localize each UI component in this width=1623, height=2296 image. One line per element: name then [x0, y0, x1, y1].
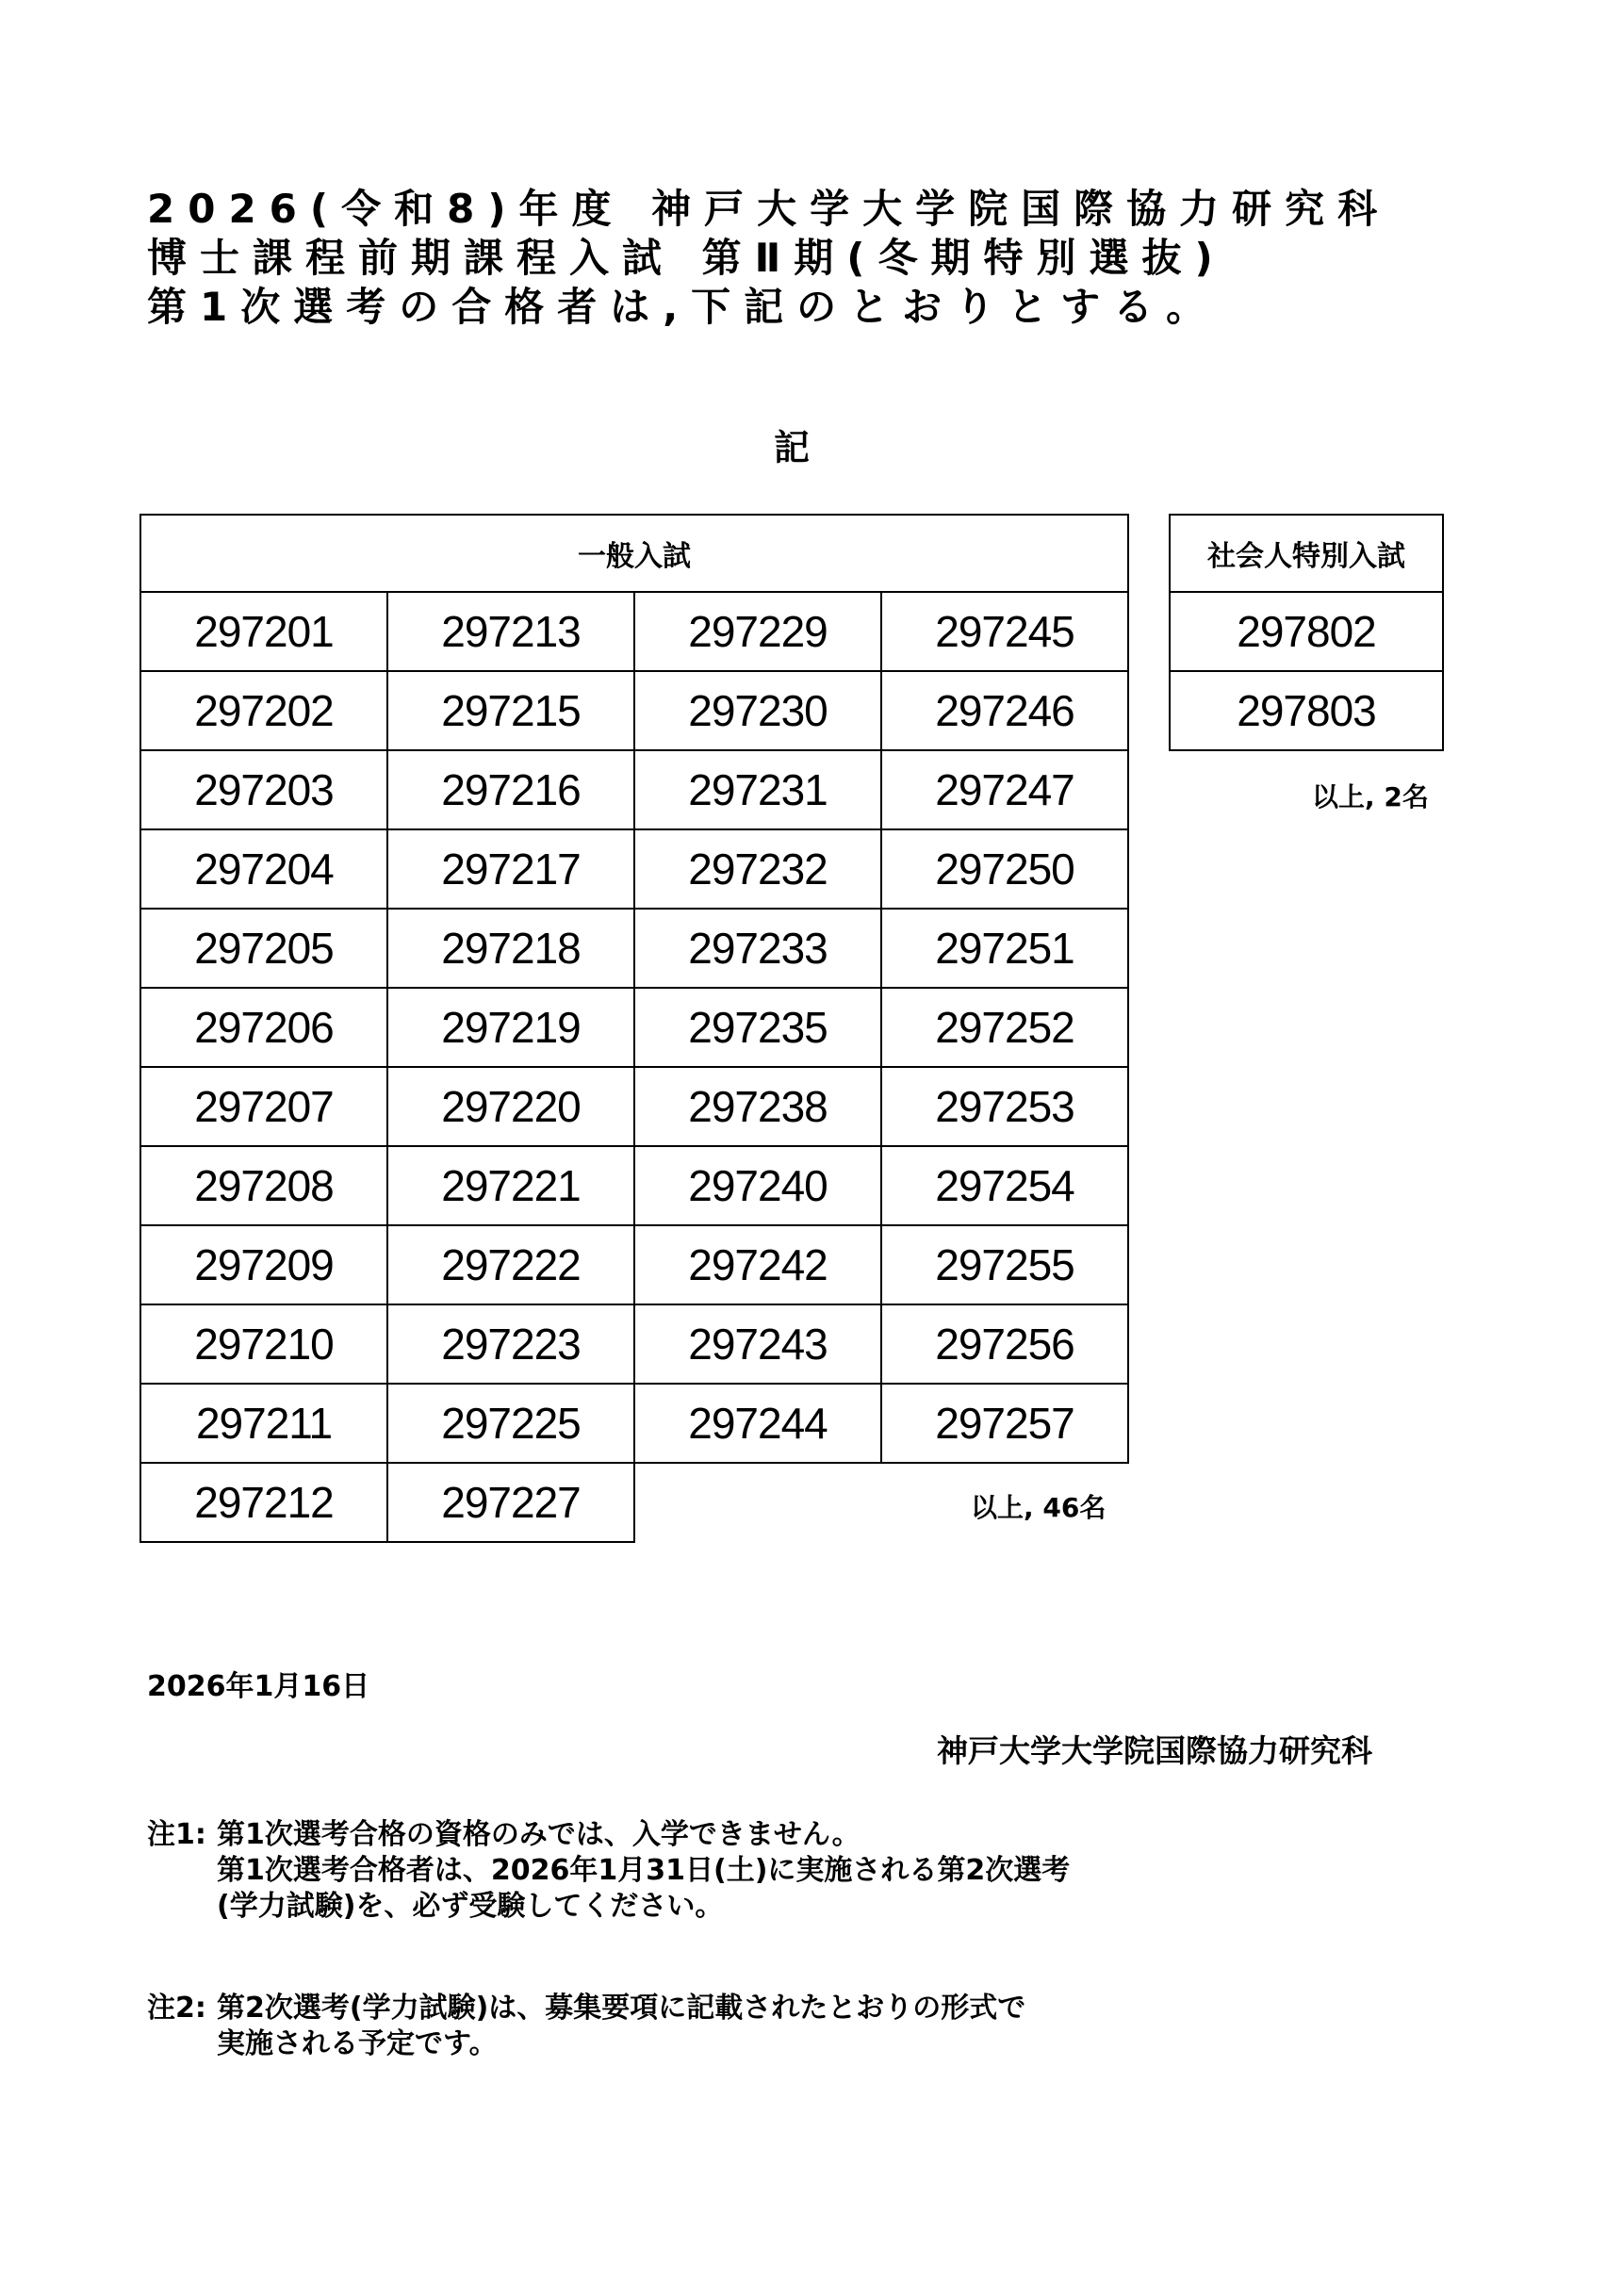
- note-2-line-2: 実施される予定です。: [217, 2027, 498, 2060]
- applicant-number-cell: 297232: [634, 829, 881, 909]
- applicant-number-cell: 297208: [140, 1146, 387, 1225]
- issuer-name: 神戸大学大学院国際協力研究科: [937, 1732, 1372, 1769]
- note-2-label: 注2:: [147, 1992, 206, 2025]
- table-row: [140, 750, 1128, 829]
- applicant-number-cell: 297221: [387, 1146, 634, 1225]
- applicant-number-cell: 297209: [140, 1225, 387, 1304]
- general-admission-header: 一般入試: [140, 515, 1128, 592]
- applicant-number-cell: 297235: [634, 988, 881, 1067]
- table-row: [1170, 671, 1443, 750]
- applicant-number-cell: 297218: [387, 909, 634, 988]
- note-2-line-1: 第2次選考(学力試験)は、募集要項に記載されたとおりの形式で: [217, 1992, 1026, 2025]
- general-count: 以上, 46名: [971, 1492, 1107, 1523]
- applicant-number-cell: 297211: [140, 1384, 387, 1463]
- applicant-number-cell: 297212: [140, 1463, 387, 1542]
- applicant-number-cell: 297202: [140, 671, 387, 750]
- applicant-number-cell: 297247: [881, 750, 1128, 829]
- heading-line-3: 第1次選考の合格者は,下記のとおりとする。: [147, 284, 1220, 330]
- applicant-number-cell: 297204: [140, 829, 387, 909]
- applicant-number-cell: 297203: [140, 750, 387, 829]
- table-row: [140, 829, 1128, 909]
- applicant-number-cell: 297240: [634, 1146, 881, 1225]
- table-row: [140, 909, 1128, 988]
- applicant-number-cell: 297206: [140, 988, 387, 1067]
- applicant-number-cell: 297233: [634, 909, 881, 988]
- applicant-number-cell: 297244: [634, 1384, 881, 1463]
- applicant-number-cell: 297210: [140, 1304, 387, 1384]
- applicant-number-cell: 297245: [881, 592, 1128, 671]
- table-row: [140, 592, 1128, 671]
- heading-line-1: 2026(令和8)年度 神戸大学大学院国際協力研究科: [147, 186, 1391, 232]
- applicant-number-cell: 297219: [387, 988, 634, 1067]
- applicant-number-cell: 297201: [140, 592, 387, 671]
- applicant-number-cell: 297803: [1170, 671, 1443, 750]
- applicant-number-cell: 297238: [634, 1067, 881, 1146]
- applicant-number-cell: 297255: [881, 1225, 1128, 1304]
- table-row: [140, 1304, 1128, 1384]
- working-adult-admission-table: [1169, 514, 1444, 751]
- applicant-number-cell: 297252: [881, 988, 1128, 1067]
- document-heading: [147, 185, 1448, 332]
- applicant-number-cell: 297253: [881, 1067, 1128, 1146]
- applicant-number-cell: 297230: [634, 671, 881, 750]
- applicant-number-cell: 297250: [881, 829, 1128, 909]
- table-row: [140, 1225, 1128, 1304]
- table-row: [140, 1384, 1128, 1463]
- applicant-number-cell: 297802: [1170, 592, 1443, 671]
- applicant-number-cell: 297243: [634, 1304, 881, 1384]
- working-adult-admission-header: 社会人特別入試: [1170, 515, 1443, 592]
- applicant-number-cell: 297213: [387, 592, 634, 671]
- general-admission-table: [139, 514, 1129, 1543]
- applicant-number-cell: 297227: [387, 1463, 634, 1542]
- note-1-line-3: (学力試験)を、必ず受験してください。: [217, 1890, 724, 1923]
- applicant-number-cell: 297225: [387, 1384, 634, 1463]
- ki-label: 記: [773, 427, 810, 468]
- applicant-number-cell: 297217: [387, 829, 634, 909]
- table-row: [140, 1146, 1128, 1225]
- table-row: [140, 671, 1128, 750]
- table-row: [1170, 592, 1443, 671]
- note-1-line-1: 第1次選考合格の資格のみでは、入学できません。: [217, 1818, 861, 1851]
- table-row: [140, 988, 1128, 1067]
- applicant-number-cell: 297256: [881, 1304, 1128, 1384]
- table-header-row: [140, 515, 1128, 592]
- applicant-number-cell: 297251: [881, 909, 1128, 988]
- applicant-number-cell: 297254: [881, 1146, 1128, 1225]
- note-1-label: 注1:: [147, 1818, 206, 1851]
- note-2: [147, 1991, 1025, 2062]
- applicant-number-cell: 297220: [387, 1067, 634, 1146]
- note-1: [147, 1817, 1070, 1925]
- table-row: [140, 1067, 1128, 1146]
- issue-date: 2026年1月16日: [147, 1670, 370, 1703]
- table-header-row: [1170, 515, 1443, 592]
- applicant-number-cell: 297242: [634, 1225, 881, 1304]
- applicant-number-cell: 297231: [634, 750, 881, 829]
- applicant-number-cell: 297222: [387, 1225, 634, 1304]
- heading-line-2: 博士課程前期課程入試 第Ⅱ期(冬期特別選抜): [147, 235, 1226, 281]
- applicant-number-cell: 297229: [634, 592, 881, 671]
- applicant-number-cell: 297207: [140, 1067, 387, 1146]
- applicant-number-cell: 297216: [387, 750, 634, 829]
- applicant-number-cell: 297257: [881, 1384, 1128, 1463]
- working-adult-count: 以上, 2名: [1312, 781, 1429, 812]
- note-1-line-2: 第1次選考合格者は、2026年1月31日(土)に実施される第2次選考: [217, 1854, 1071, 1887]
- applicant-number-cell: 297215: [387, 671, 634, 750]
- empty-cell: [634, 1463, 881, 1542]
- applicant-number-cell: 297205: [140, 909, 387, 988]
- applicant-number-cell: 297246: [881, 671, 1128, 750]
- applicant-number-cell: 297223: [387, 1304, 634, 1384]
